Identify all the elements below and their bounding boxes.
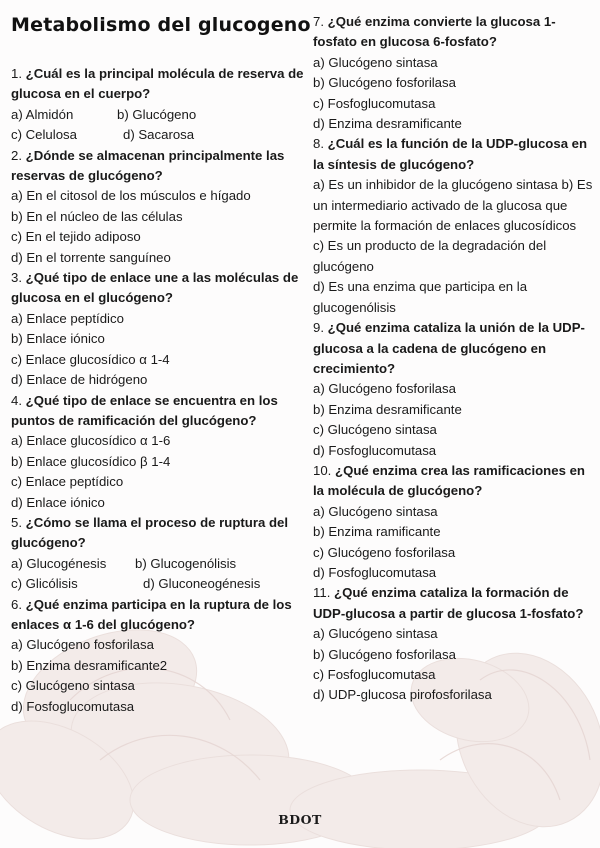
question-text: ¿Qué enzima participa en la ruptura de los enlaces α 1-6 del glucógeno? bbox=[11, 596, 292, 632]
question-11 bbox=[313, 583, 595, 705]
question-10 bbox=[313, 461, 595, 583]
option-c: c) Fosfoglucomutasa bbox=[313, 667, 436, 682]
option-d: d) En el torrente sanguíneo bbox=[11, 249, 171, 265]
question-4 bbox=[11, 391, 305, 513]
question-6 bbox=[11, 595, 305, 717]
left-column bbox=[11, 64, 305, 717]
question-number: 11. bbox=[313, 585, 331, 601]
question-text: ¿Dónde se almacenan principalmente las reservas de glucógeno? bbox=[11, 147, 285, 184]
option-d: d) UDP-glucosa pirofosforilasa bbox=[313, 687, 492, 703]
question-text: ¿Qué enzima crea las ramificaciones en la molécula de glucógeno? bbox=[313, 462, 585, 499]
option-d: d) Enzima desramificante bbox=[313, 116, 462, 132]
option-a: a) Glucógeno fosforilasa bbox=[313, 381, 456, 397]
option-a: a) En el citosol de los músculos e hígado bbox=[11, 188, 251, 204]
question-text: ¿Qué tipo de enlace se encuentra en los puntos de ramificación del glucógeno? bbox=[11, 392, 278, 428]
option-a: a) Glucógeno sintasa bbox=[313, 503, 438, 519]
question-number: 1. bbox=[11, 66, 22, 81]
option-c: c) Fosfoglucomutasa bbox=[313, 95, 436, 111]
question-8 bbox=[313, 134, 595, 318]
option-d: d) Fosfoglucomutasa bbox=[11, 698, 135, 714]
question-number: 6. bbox=[11, 596, 22, 612]
question-text: ¿Cuál es la función de la UDP-glucosa en la síntesis de glucógeno? bbox=[313, 136, 588, 172]
option-a: a) Almidón bbox=[11, 106, 74, 122]
option-b: b) En el núcleo de las células bbox=[11, 208, 183, 224]
option-b: b) Enzima ramificante bbox=[313, 524, 441, 540]
question-text: ¿Qué enzima cataliza la formación de UDP-glucosa a partir de glucosa 1-fosfato? bbox=[313, 585, 584, 621]
option-a: a) Glucógeno sintasa bbox=[313, 626, 438, 642]
option-d: d) Sacarosa bbox=[123, 127, 195, 143]
question-7 bbox=[313, 12, 595, 134]
question-number: 9. bbox=[313, 320, 324, 336]
option-d: d) Es una enzima que participa en la glucogenólisis bbox=[313, 279, 528, 315]
option-b: b) Enlace glucosídico β 1-4 bbox=[11, 453, 171, 469]
question-text: ¿Cuál es la principal molécula de reserva de glucosa en el cuerpo? bbox=[11, 66, 304, 102]
option-c: c) Enlace glucosídico α 1-4 bbox=[11, 351, 170, 367]
question-5 bbox=[11, 513, 305, 595]
option-b: b) Glucogenólisis bbox=[135, 555, 237, 571]
option-b: b) Glucógeno fosforilasa bbox=[313, 646, 456, 662]
question-number: 2. bbox=[11, 147, 22, 163]
option-a-b: a) Es un inhibidor de la glucógeno sintasa b) Es un intermediario activado de la glucosa que permite la formación de enlaces glucosídicos bbox=[313, 177, 593, 234]
option-d: d) Fosfoglucomutasa bbox=[313, 442, 437, 458]
question-number: 8. bbox=[313, 136, 324, 152]
question-2 bbox=[11, 146, 305, 268]
option-b: b) Enlace iónico bbox=[11, 331, 105, 347]
question-number: 5. bbox=[11, 514, 22, 530]
question-number: 10. bbox=[313, 462, 332, 478]
option-c: c) Celulosa bbox=[11, 127, 77, 143]
option-c: c) Glucógeno sintasa bbox=[313, 422, 437, 438]
option-a: a) Glucogénesis bbox=[11, 555, 107, 571]
option-a: a) Glucógeno fosforilasa bbox=[11, 637, 154, 653]
question-number: 3. bbox=[11, 270, 22, 286]
question-number: 4. bbox=[11, 392, 22, 408]
option-a: a) Enlace peptídico bbox=[11, 310, 124, 326]
option-a: a) Enlace glucosídico α 1-6 bbox=[11, 433, 171, 449]
option-c: c) Glucógeno fosforilasa bbox=[313, 544, 456, 560]
option-d: d) Enlace de hidrógeno bbox=[11, 372, 148, 388]
option-d: d) Enlace iónico bbox=[11, 494, 105, 510]
option-a: a) Glucógeno sintasa bbox=[313, 54, 438, 70]
option-c: c) Glicólisis bbox=[11, 576, 78, 592]
option-b: b) Glucógeno fosforilasa bbox=[313, 75, 456, 91]
question-text: ¿Qué enzima convierte la glucosa 1-fosfato en glucosa 6-fosfato? bbox=[313, 14, 556, 50]
option-c: c) Enlace peptídico bbox=[11, 474, 124, 490]
question-1 bbox=[11, 64, 305, 146]
page-title: Metabolismo del glucogeno bbox=[11, 14, 311, 36]
question-9 bbox=[313, 318, 595, 461]
question-text: ¿Qué tipo de enlace une a las moléculas de glucosa en el glucógeno? bbox=[11, 270, 299, 306]
option-b: b) Enzima desramificante bbox=[313, 401, 462, 417]
question-text: ¿Cómo se llama el proceso de ruptura del glucógeno? bbox=[11, 514, 289, 551]
question-3 bbox=[11, 268, 305, 390]
option-c: c) Glucógeno sintasa bbox=[11, 678, 135, 694]
footer-signature: BDOT bbox=[278, 812, 322, 827]
option-c: c) En el tejido adiposo bbox=[11, 229, 141, 245]
option-b: b) Enzima desramificante2 bbox=[11, 657, 168, 673]
right-column bbox=[313, 12, 595, 706]
option-d: d) Fosfoglucomutasa bbox=[313, 564, 437, 580]
option-b: b) Glucógeno bbox=[117, 106, 197, 122]
option-d: d) Gluconeogénesis bbox=[143, 576, 261, 592]
question-text: ¿Qué enzima cataliza la unión de la UDP-glucosa a la cadena de glucógeno en crecimiento? bbox=[313, 320, 585, 376]
option-c: c) Es un producto de la degradación del glucógeno bbox=[313, 238, 547, 274]
question-number: 7. bbox=[313, 14, 324, 29]
